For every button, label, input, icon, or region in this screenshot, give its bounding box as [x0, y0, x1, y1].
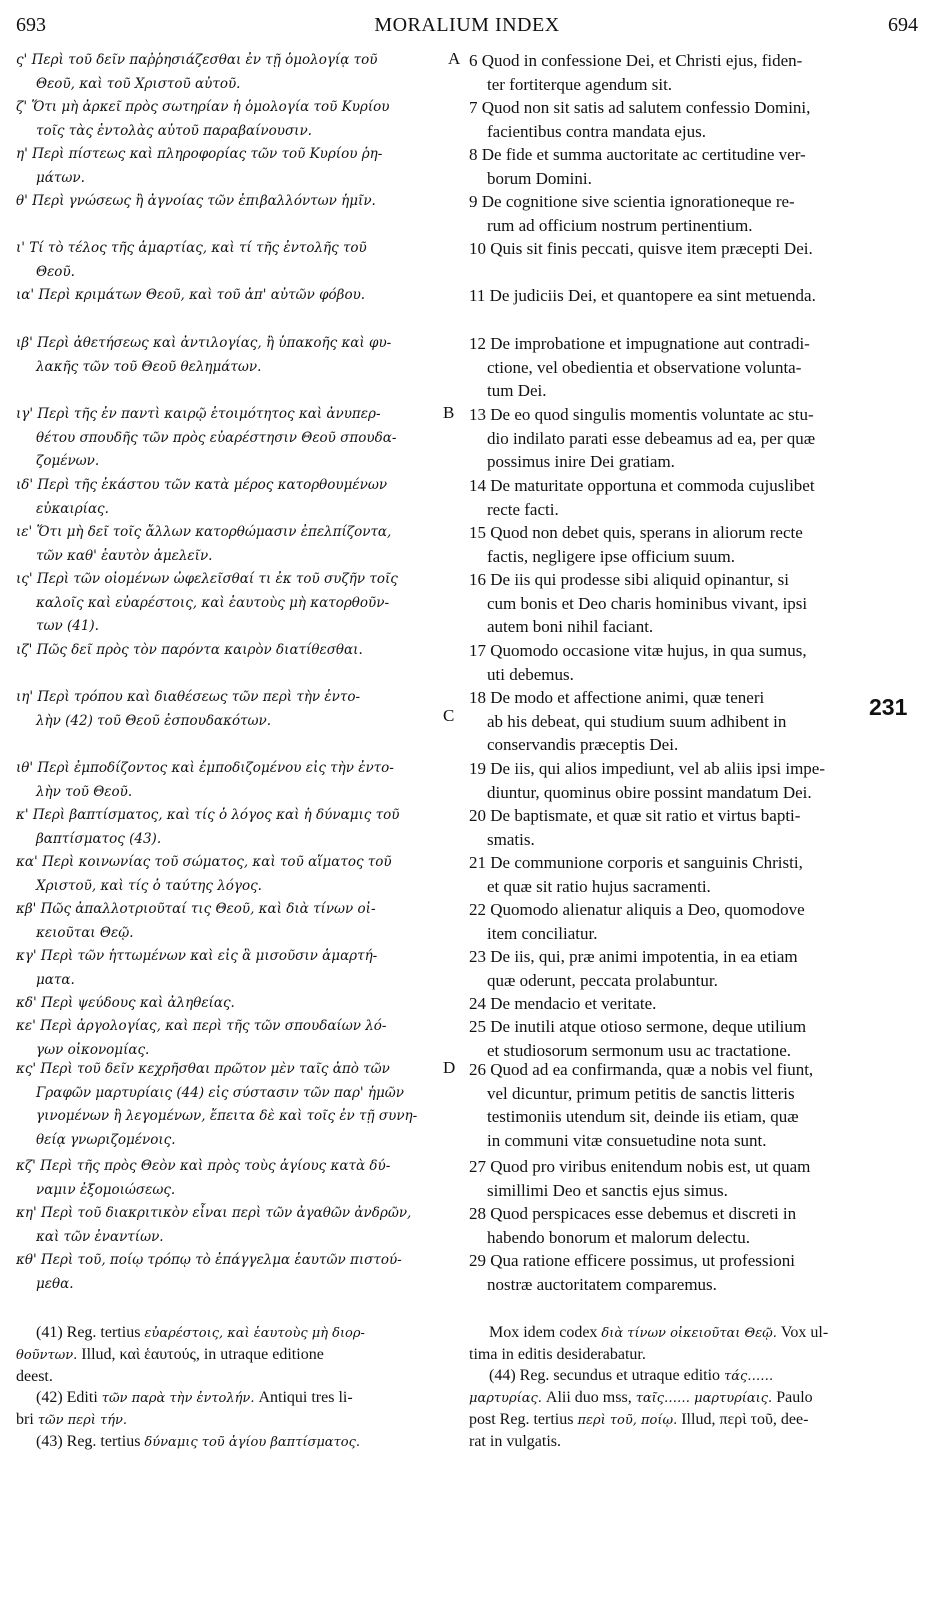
greek-line: ιβ' Περὶ ἀθετήσεως καὶ ἀντιλογίας, ἢ ὑπακοῆς καὶ φυ-: [16, 335, 392, 351]
footnote-text: (41) Reg. tertius: [36, 1324, 145, 1341]
footnote-line: [16, 1344, 448, 1366]
latin-entry: [469, 403, 915, 474]
greek-line: γινομένων ἢ λεγομένων, ἔπειτα δὲ καὶ τοῖς ἐν τῇ συνη-: [36, 1108, 418, 1124]
greek-line: ιζ' Πῶς δεῖ πρὸς τὸν παρόντα καιρὸν διατίθεσθαι.: [16, 642, 363, 658]
margin-letter-c: C: [443, 706, 455, 725]
greek-line: ματα.: [36, 971, 75, 988]
footnote-text: Paulo: [772, 1389, 813, 1406]
latin-line: uti debemus.: [487, 664, 574, 684]
latin-line: possimus inire Dei gratiam.: [487, 452, 675, 471]
greek-line: ναμιν ἐξομοιώσεως.: [36, 1181, 176, 1198]
footnote-line: [16, 1409, 448, 1431]
latin-line: rum ad officium nostrum pertinentium.: [487, 215, 753, 235]
footnote-line: [16, 1322, 448, 1344]
latin-entry: [469, 1202, 915, 1249]
greek-entry: [16, 49, 448, 96]
latin-line: 13 De eo quod singulis momentis voluntate ac stu-: [469, 405, 814, 424]
page-number-right: 694: [888, 14, 918, 36]
latin-line: vel dicuntur, primum petitis de sanctis litteris: [487, 1083, 795, 1103]
latin-entry: [469, 521, 915, 568]
footnote-greek: δύναμις τοῦ ἁγίου βαπτίσματος.: [144, 1435, 361, 1450]
latin-line: 11 De judiciis Dei, et quantopere ea sint metuenda.: [469, 286, 816, 305]
running-title: MORALIUM INDEX: [374, 14, 560, 36]
greek-line: ζομένων.: [36, 453, 100, 469]
latin-line: nostræ auctoritatem comparemus.: [487, 1274, 717, 1294]
latin-entry: [469, 757, 915, 804]
footnote-line: [469, 1365, 915, 1387]
footnote-text: post Reg. tertius: [469, 1411, 578, 1428]
greek-line: ιε' Ὅτι μὴ δεῖ τοῖς ἄλλων κατορθώμασιν ἐπελπίζοντα,: [16, 524, 392, 540]
margin-letter-d: D: [443, 1058, 456, 1077]
latin-line: 7 Quod non sit satis ad salutem confessio Domini,: [469, 98, 811, 117]
greek-line: θείᾳ γνωριζομένοις.: [36, 1131, 176, 1148]
latin-line: autem boni nihil faciant.: [487, 617, 654, 636]
greek-line: ιγ' Περὶ τῆς ἐν παντὶ καιρῷ ἑτοιμότητος καὶ ἀνυπερ-: [16, 406, 381, 422]
latin-entry: [469, 1058, 915, 1152]
footnote-greek: περὶ τοῦ, ποίῳ.: [577, 1413, 678, 1428]
latin-entry: [469, 332, 915, 403]
greek-line: κβ' Πῶς ἀπαλλοτριοῦταί τις Θεοῦ, καὶ διὰ τίνων οἰ-: [16, 901, 376, 917]
footnote-line: [469, 1409, 915, 1431]
footnote-text: Alii duo mss,: [541, 1389, 636, 1406]
footnote-line: [16, 1431, 448, 1453]
footnote-text: (43) Reg. tertius: [36, 1433, 145, 1450]
latin-line: 24 De mendacio et veritate.: [469, 994, 657, 1013]
footnote-text: bri: [16, 1411, 38, 1428]
greek-line: μεθα.: [36, 1275, 74, 1292]
latin-line: 10 Quis sit finis peccati, quisve item præcepti Dei.: [469, 239, 813, 258]
latin-line: in communi vitæ consuetudine nota sunt.: [487, 1130, 767, 1150]
greek-line: λὴν (42) τοῦ Θεοῦ ἐσπουδακότων.: [36, 712, 272, 729]
greek-entry: [16, 237, 448, 284]
footnote-text: Illud, καὶ ἑαυτούς, in utraque editione: [77, 1346, 324, 1363]
footnotes-right: [469, 1322, 915, 1452]
greek-line: μάτων.: [36, 169, 85, 186]
greek-entry: [16, 945, 448, 992]
latin-line: ctione, vel obedientia et observatione volunta-: [487, 357, 802, 377]
latin-line: facientibus contra mandata ejus.: [487, 121, 707, 141]
greek-line: κς' Περὶ τοῦ δεῖν κεχρῆσθαι πρῶτον μὲν ταῖς ἀπὸ τῶν: [16, 1061, 390, 1077]
greek-line: Θεοῦ, καὶ τοῦ Χριστοῦ αὐτοῦ.: [36, 75, 241, 92]
latin-entry: [469, 686, 915, 757]
latin-line: 9 De cognitione sive scientia ignorationeque re-: [469, 192, 795, 211]
latin-line: 15 Quod non debet quis, sperans in aliorum recte: [469, 523, 803, 542]
greek-line: κα' Περὶ κοινωνίας τοῦ σώματος, καὶ τοῦ αἵματος τοῦ: [16, 854, 392, 870]
greek-line: ις' Περὶ τῶν οἰομένων ὠφελεῖσθαί τι ἐκ τοῦ συζῆν τοῖς: [16, 571, 398, 587]
greek-entry: [16, 639, 448, 663]
latin-entry: [469, 898, 915, 945]
footnote-greek: ταῖς…… μαρτυρίαις.: [635, 1391, 773, 1406]
latin-line: ter fortiterque agendum sit.: [487, 74, 673, 94]
latin-line: smatis.: [487, 829, 535, 849]
greek-line: Θεοῦ.: [36, 263, 75, 280]
latin-entry: [469, 190, 915, 237]
latin-line: 21 De communione corporis et sanguinis Christi,: [469, 853, 803, 872]
greek-entry: [16, 1015, 448, 1062]
greek-entry: [16, 1058, 448, 1152]
latin-line: 12 De improbatione et impugnatione aut contradi-: [469, 334, 810, 353]
greek-line: ι' Τί τὸ τέλος τῆς ἁμαρτίας, καὶ τί τῆς ἐντολῆς τοῦ: [16, 240, 367, 256]
greek-line: τοῖς τὰς ἐντολὰς αὐτοῦ παραβαίνουσιν.: [36, 122, 312, 139]
greek-line: των (41).: [36, 618, 99, 634]
greek-line: κθ' Περὶ τοῦ, ποίῳ τρόπῳ τὸ ἐπάγγελμα ἑαυτῶν πιστού-: [16, 1252, 402, 1268]
footnote-line: [16, 1387, 448, 1409]
greek-entry: [16, 686, 448, 733]
footnote-text: rat in vulgatis.: [469, 1433, 561, 1450]
greek-line: Χριστοῦ, καὶ τίς ὁ ταύτης λόγος.: [36, 877, 262, 894]
latin-line: habendo bonorum et malorum delectu.: [487, 1227, 750, 1247]
greek-entry: [16, 757, 448, 804]
margin-column-number: 231: [869, 694, 908, 720]
latin-entry: [469, 143, 915, 190]
greek-line: η' Περὶ πίστεως καὶ πληροφορίας τῶν τοῦ Κυρίου ῥη-: [16, 146, 383, 162]
footnote-greek: θοῦντων.: [16, 1348, 78, 1363]
footnote-line: [469, 1344, 915, 1365]
latin-line: 26 Quod ad ea confirmanda, quæ a nobis vel fiunt,: [469, 1060, 814, 1079]
footnote-text: Illud, περὶ τοῦ, dee-: [677, 1411, 809, 1428]
greek-entry: [16, 804, 448, 851]
greek-entry: [16, 143, 448, 190]
latin-entry: [469, 49, 915, 96]
footnote-greek: τῶν παρὰ τὴν ἐντολήν.: [101, 1391, 255, 1406]
latin-line: 20 De baptismate, et quæ sit ratio et virtus bapti-: [469, 806, 801, 825]
latin-line: item conciliatur.: [487, 923, 598, 943]
latin-entry: [469, 639, 915, 686]
greek-line: κη' Περὶ τοῦ διακριτικὸν εἶναι περὶ τῶν ἀγαθῶν ἀνδρῶν,: [16, 1205, 412, 1221]
footnote-text: (42) Editi: [36, 1389, 102, 1406]
latin-entry: [469, 237, 915, 261]
greek-line: βαπτίσματος (43).: [36, 830, 162, 847]
greek-line: λακῆς τῶν τοῦ Θεοῦ θελημάτων.: [36, 358, 262, 375]
latin-line: 27 Quod pro viribus enitendum nobis est, ut quam: [469, 1157, 811, 1176]
greek-line: ιη' Περὶ τρόπου καὶ διαθέσεως τῶν περὶ τὴν ἐντο-: [16, 689, 361, 705]
footnote-text: Antiqui tres li-: [254, 1389, 353, 1406]
latin-line: cum bonis et Deo charis hominibus vivant, ipsi: [487, 593, 808, 613]
latin-line: tum Dei.: [487, 381, 547, 400]
latin-line: quæ oderunt, peccata prolabuntur.: [487, 970, 718, 990]
greek-line: κγ' Περὶ τῶν ἡττωμένων καὶ εἰς ἃ μισοῦσιν ἁμαρτή-: [16, 948, 378, 964]
greek-entry: [16, 992, 448, 1016]
greek-entry: [16, 1249, 448, 1296]
footnote-greek: μαρτυρίας.: [469, 1391, 542, 1406]
greek-line: εὐκαιρίας.: [36, 500, 109, 517]
footnote-text: tima in editis desiderabatur.: [469, 1346, 646, 1363]
greek-entry: [16, 1202, 448, 1249]
greek-line: ς' Περὶ τοῦ δεῖν παῤῥησιάζεσθαι ἐν τῇ ὁμολογίᾳ τοῦ: [16, 52, 378, 68]
footnote-greek: διὰ τίνων οἰκειοῦται Θεῷ.: [601, 1326, 777, 1341]
greek-line: ζ' Ὅτι μὴ ἀρκεῖ πρὸς σωτηρίαν ἡ ὁμολογία τοῦ Κυρίου: [16, 99, 390, 115]
greek-line: κε' Περὶ ἀργολογίας, καὶ περὶ τῆς τῶν σπουδαίων λό-: [16, 1018, 387, 1034]
footnote-greek: εὐαρέστοις, καὶ ἑαυτοὺς μὴ διορ-: [144, 1326, 365, 1341]
footnote-greek: τῶν περὶ τήν.: [37, 1413, 128, 1428]
footnotes-left: [16, 1322, 448, 1453]
footnote-text: Vox ul-: [776, 1324, 829, 1341]
latin-line: 14 De maturitate opportuna et commoda cujuslibet: [469, 476, 815, 495]
greek-entry: [16, 190, 448, 214]
latin-line: diuntur, quominus obire possint mandatum Dei.: [487, 782, 812, 802]
latin-line: 17 Quomodo occasione vitæ hujus, in qua sumus,: [469, 641, 807, 660]
greek-entry: [16, 568, 448, 639]
page-number-left: 693: [16, 14, 46, 36]
latin-line: 8 De fide et summa auctoritate ac certitudine ver-: [469, 145, 806, 164]
greek-entry: [16, 898, 448, 945]
latin-entry: [469, 1015, 915, 1062]
latin-line: recte facti.: [487, 499, 559, 519]
greek-line: ια' Περὶ κριμάτων Θεοῦ, καὶ τοῦ ἀπ' αὐτῶν φόβου.: [16, 287, 366, 303]
footnote-line: [469, 1431, 915, 1452]
margin-letter-b: B: [443, 403, 455, 422]
greek-entry: [16, 403, 448, 474]
greek-entry: [16, 851, 448, 898]
footnote-text: (44) Reg. secundus et utraque editio: [489, 1367, 725, 1384]
latin-entry: [469, 804, 915, 851]
greek-line: θ' Περὶ γνώσεως ἢ ἀγνοίας τῶν ἐπιβαλλόντων ἡμῖν.: [16, 193, 376, 209]
greek-line: καὶ τῶν ἐναντίων.: [36, 1228, 164, 1245]
greek-line: ιθ' Περὶ ἐμποδίζοντος καὶ ἐμποδιζομένου εἰς τὴν ἐντο-: [16, 760, 394, 776]
footnote-line: [469, 1387, 915, 1409]
latin-line: 23 De iis, qui, præ animi impotentia, in ea etiam: [469, 947, 798, 966]
latin-line: ab his debeat, qui studium suum adhibent in: [487, 711, 787, 731]
greek-line: θέτου σπουδῆς τῶν πρὸς εὐαρέστησιν Θεοῦ σπουδα-: [36, 429, 397, 446]
latin-entry: [469, 945, 915, 992]
greek-entry: [16, 521, 448, 568]
latin-line: 6 Quod in confessione Dei, et Christi ejus, fiden-: [469, 51, 803, 70]
latin-line: dio indilato parati esse debeamus ad ea, per quæ: [487, 428, 816, 448]
latin-entry: [469, 1249, 915, 1296]
page-header: [0, 14, 934, 40]
footnote-text: Mox idem codex: [489, 1324, 602, 1341]
latin-line: 25 De inutili atque otioso sermone, deque utilium: [469, 1017, 807, 1036]
latin-entry: [469, 284, 915, 308]
greek-line: κζ' Περὶ τῆς πρὸς Θεὸν καὶ πρὸς τοὺς ἁγίους κατὰ δύ-: [16, 1158, 391, 1174]
latin-line: et quæ sit ratio hujus sacramenti.: [487, 876, 711, 896]
footnote-greek: τάς……: [724, 1369, 774, 1384]
latin-line: 18 De modo et affectione animi, quæ teneri: [469, 688, 765, 707]
latin-entry: [469, 1155, 915, 1202]
greek-line: ιδ' Περὶ τῆς ἑκάστου τῶν κατὰ μέρος κατορθουμένων: [16, 477, 388, 493]
footnote-line: [469, 1322, 915, 1344]
greek-entry: [16, 284, 448, 308]
footnote-text: deest.: [16, 1368, 53, 1385]
latin-line: 28 Quod perspicaces esse debemus et discreti in: [469, 1204, 797, 1223]
latin-entry: [469, 851, 915, 898]
greek-line: κδ' Περὶ ψεύδους καὶ ἀληθείας.: [16, 995, 235, 1011]
greek-entry: [16, 1155, 448, 1202]
greek-entry: [16, 332, 448, 379]
greek-line: καλοῖς καὶ εὐαρέστοις, καὶ ἑαυτοὺς μὴ κατορθοῦν-: [36, 594, 390, 611]
margin-letter-a: A: [448, 49, 461, 68]
greek-line: λὴν τοῦ Θεοῦ.: [36, 783, 133, 800]
greek-line: τῶν καθ' ἑαυτὸν ἀμελεῖν.: [36, 547, 213, 564]
latin-entry: [469, 96, 915, 143]
latin-entry: [469, 474, 915, 521]
latin-line: borum Domini.: [487, 168, 592, 188]
greek-line: γων οἰκονομίας.: [36, 1041, 150, 1058]
latin-line: simillimi Deo et sanctis ejus simus.: [487, 1180, 728, 1200]
greek-line: Γραφῶν μαρτυρίαις (44) εἰς σύστασιν τῶν παρ' ἡμῶν: [36, 1084, 404, 1101]
greek-entry: [16, 96, 448, 143]
footnote-line: [16, 1366, 448, 1387]
latin-line: 19 De iis, qui alios impediunt, vel ab aliis ipsi impe-: [469, 759, 826, 778]
latin-entry: [469, 568, 915, 639]
latin-line: testimoniis utendum sit, deinde iis etiam, quæ: [487, 1107, 799, 1126]
latin-entry: [469, 992, 915, 1016]
greek-line: κ' Περὶ βαπτίσματος, καὶ τίς ὁ λόγος καὶ ἡ δύναμις τοῦ: [16, 807, 400, 823]
greek-line: κειοῦται Θεῷ.: [36, 924, 134, 941]
latin-line: 16 De iis qui prodesse sibi aliquid opinantur, si: [469, 570, 789, 589]
greek-entry: [16, 474, 448, 521]
latin-line: factis, negligere ipse officium suum.: [487, 546, 736, 566]
latin-line: 29 Qua ratione efficere possimus, ut professioni: [469, 1251, 795, 1270]
latin-line: 22 Quomodo alienatur aliquis a Deo, quomodove: [469, 900, 805, 919]
latin-line: conservandis præceptis Dei.: [487, 735, 679, 754]
latin-line: et studiosorum sermonum usu ac tractatione.: [487, 1040, 792, 1060]
